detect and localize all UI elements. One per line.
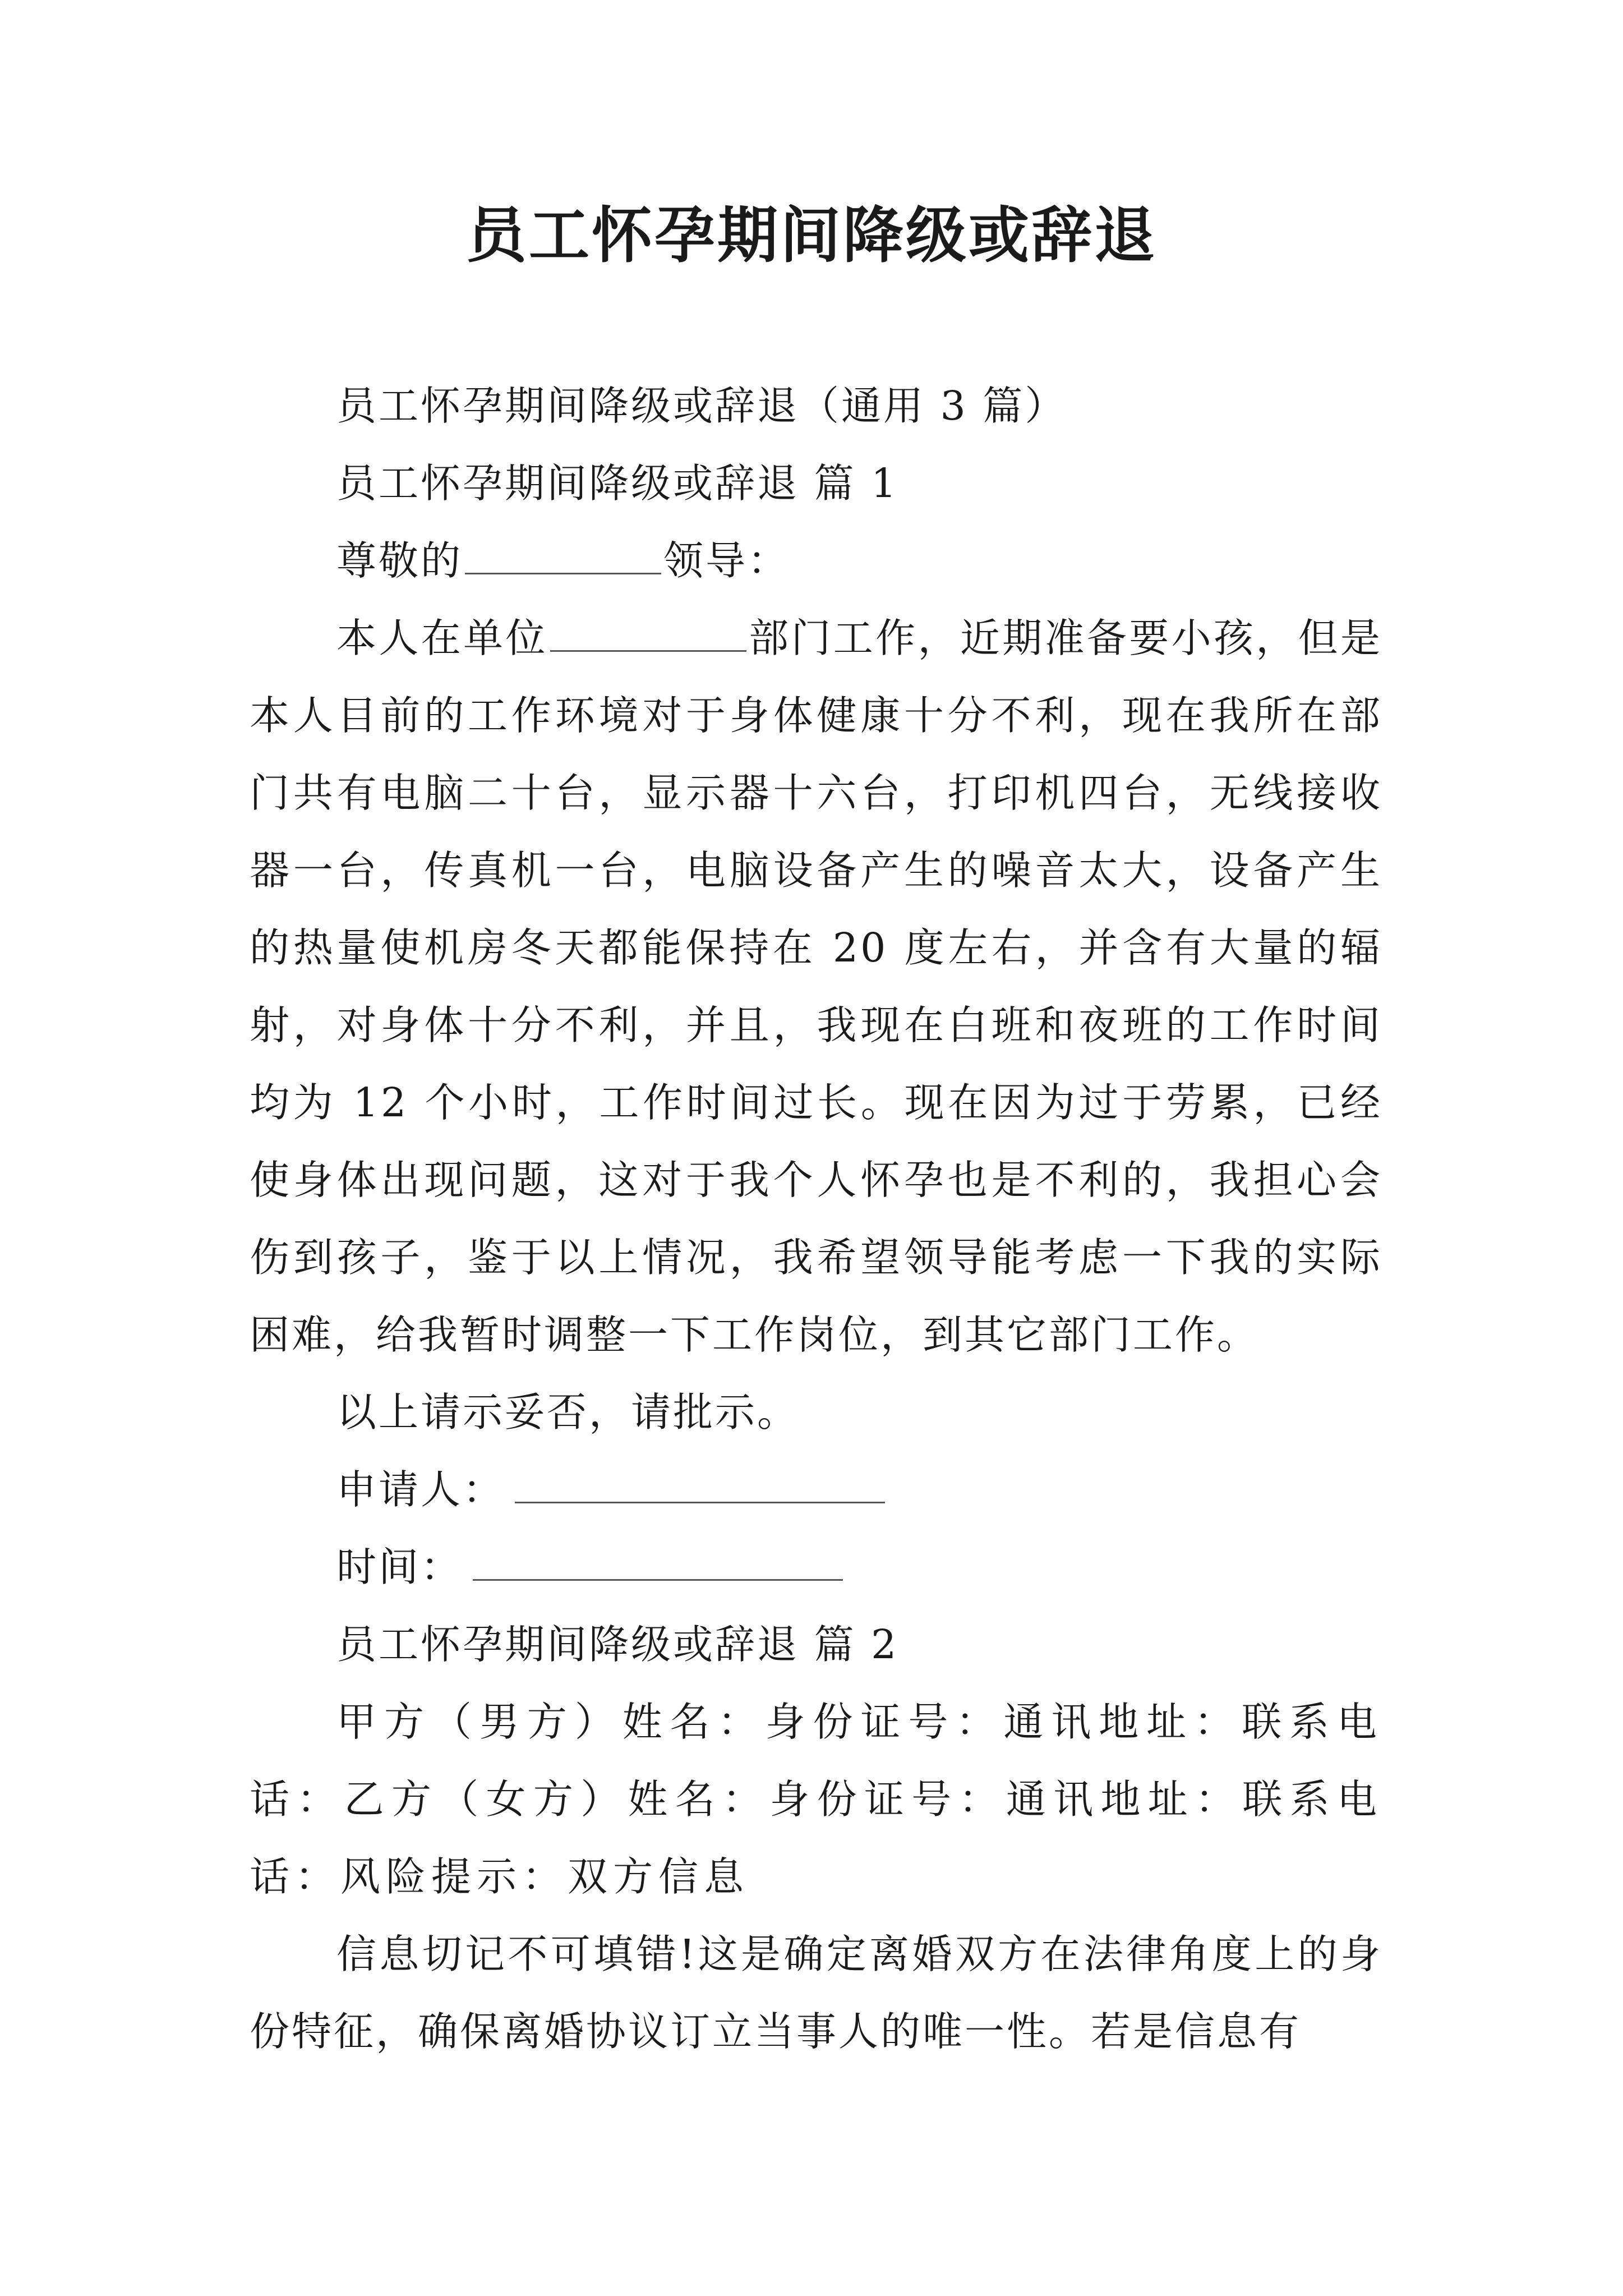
salutation-prefix: 尊敬的 (336, 537, 463, 584)
document-body (250, 367, 1382, 2070)
applicant-line (250, 1451, 1382, 1529)
document-title: 员工怀孕期间降级或辞退 (465, 200, 1157, 271)
party-info-paragraph: 甲方（男方）姓名：身份证号：通讯地址：联系电话：乙方（女方）姓名：身份证号：通讯地址：联系电话：风险提示：双方信息 (250, 1699, 1382, 1900)
info-warning-paragraph: 信息切记不可填错!这是确定离婚双方在法律角度上的身份特征，确保离婚协议订立当事人的唯一性。若是信息有 (250, 1931, 1382, 2055)
document-subtitle: 员工怀孕期间降级或辞退（通用 3 篇） (336, 383, 1067, 429)
approval-request-line: 以上请示妥否，请批示。 (336, 1389, 800, 1435)
applicant-label: 申请人： (336, 1466, 505, 1513)
section-2-heading: 员工怀孕期间降级或辞退 篇 2 (336, 1621, 899, 1668)
salutation-suffix: 领导： (663, 537, 790, 584)
time-line (250, 1529, 1382, 1606)
section-1-heading: 员工怀孕期间降级或辞退 篇 1 (336, 460, 899, 507)
salutation-line (250, 522, 1382, 600)
time-blank (473, 1544, 843, 1581)
request-paragraph-prefix: 本人在单位 (336, 615, 548, 661)
department-blank (550, 615, 746, 652)
leader-name-blank (465, 538, 661, 574)
request-paragraph-body: 部门工作，近期准备要小孩，但是本人目前的工作环境对于身体健康十分不利，现在我所在部门共有电脑二十台，显示器十六台，打印机四台，无线接收器一台，传真机一台，电脑设备产生的噪音太大，设备产生的热量使机房冬天都能保持在 20 度左右，并含有大量的辐射，对身体十分不利，并且，我现在白班和夜班的工作时间均为 12 个小时，工作时间过长。现在因为过于劳累，已经使身体出现问题，这对于我个人怀孕也是不利的，我担心会伤到孩子，鉴于以上情况，我希望领导能考虑一下我的实际困难，给我暂时调整一下工作岗位，到其它部门工作。 (250, 615, 1382, 1358)
applicant-blank (515, 1467, 885, 1503)
request-paragraph (250, 600, 1382, 1374)
time-label: 时间： (336, 1544, 463, 1590)
